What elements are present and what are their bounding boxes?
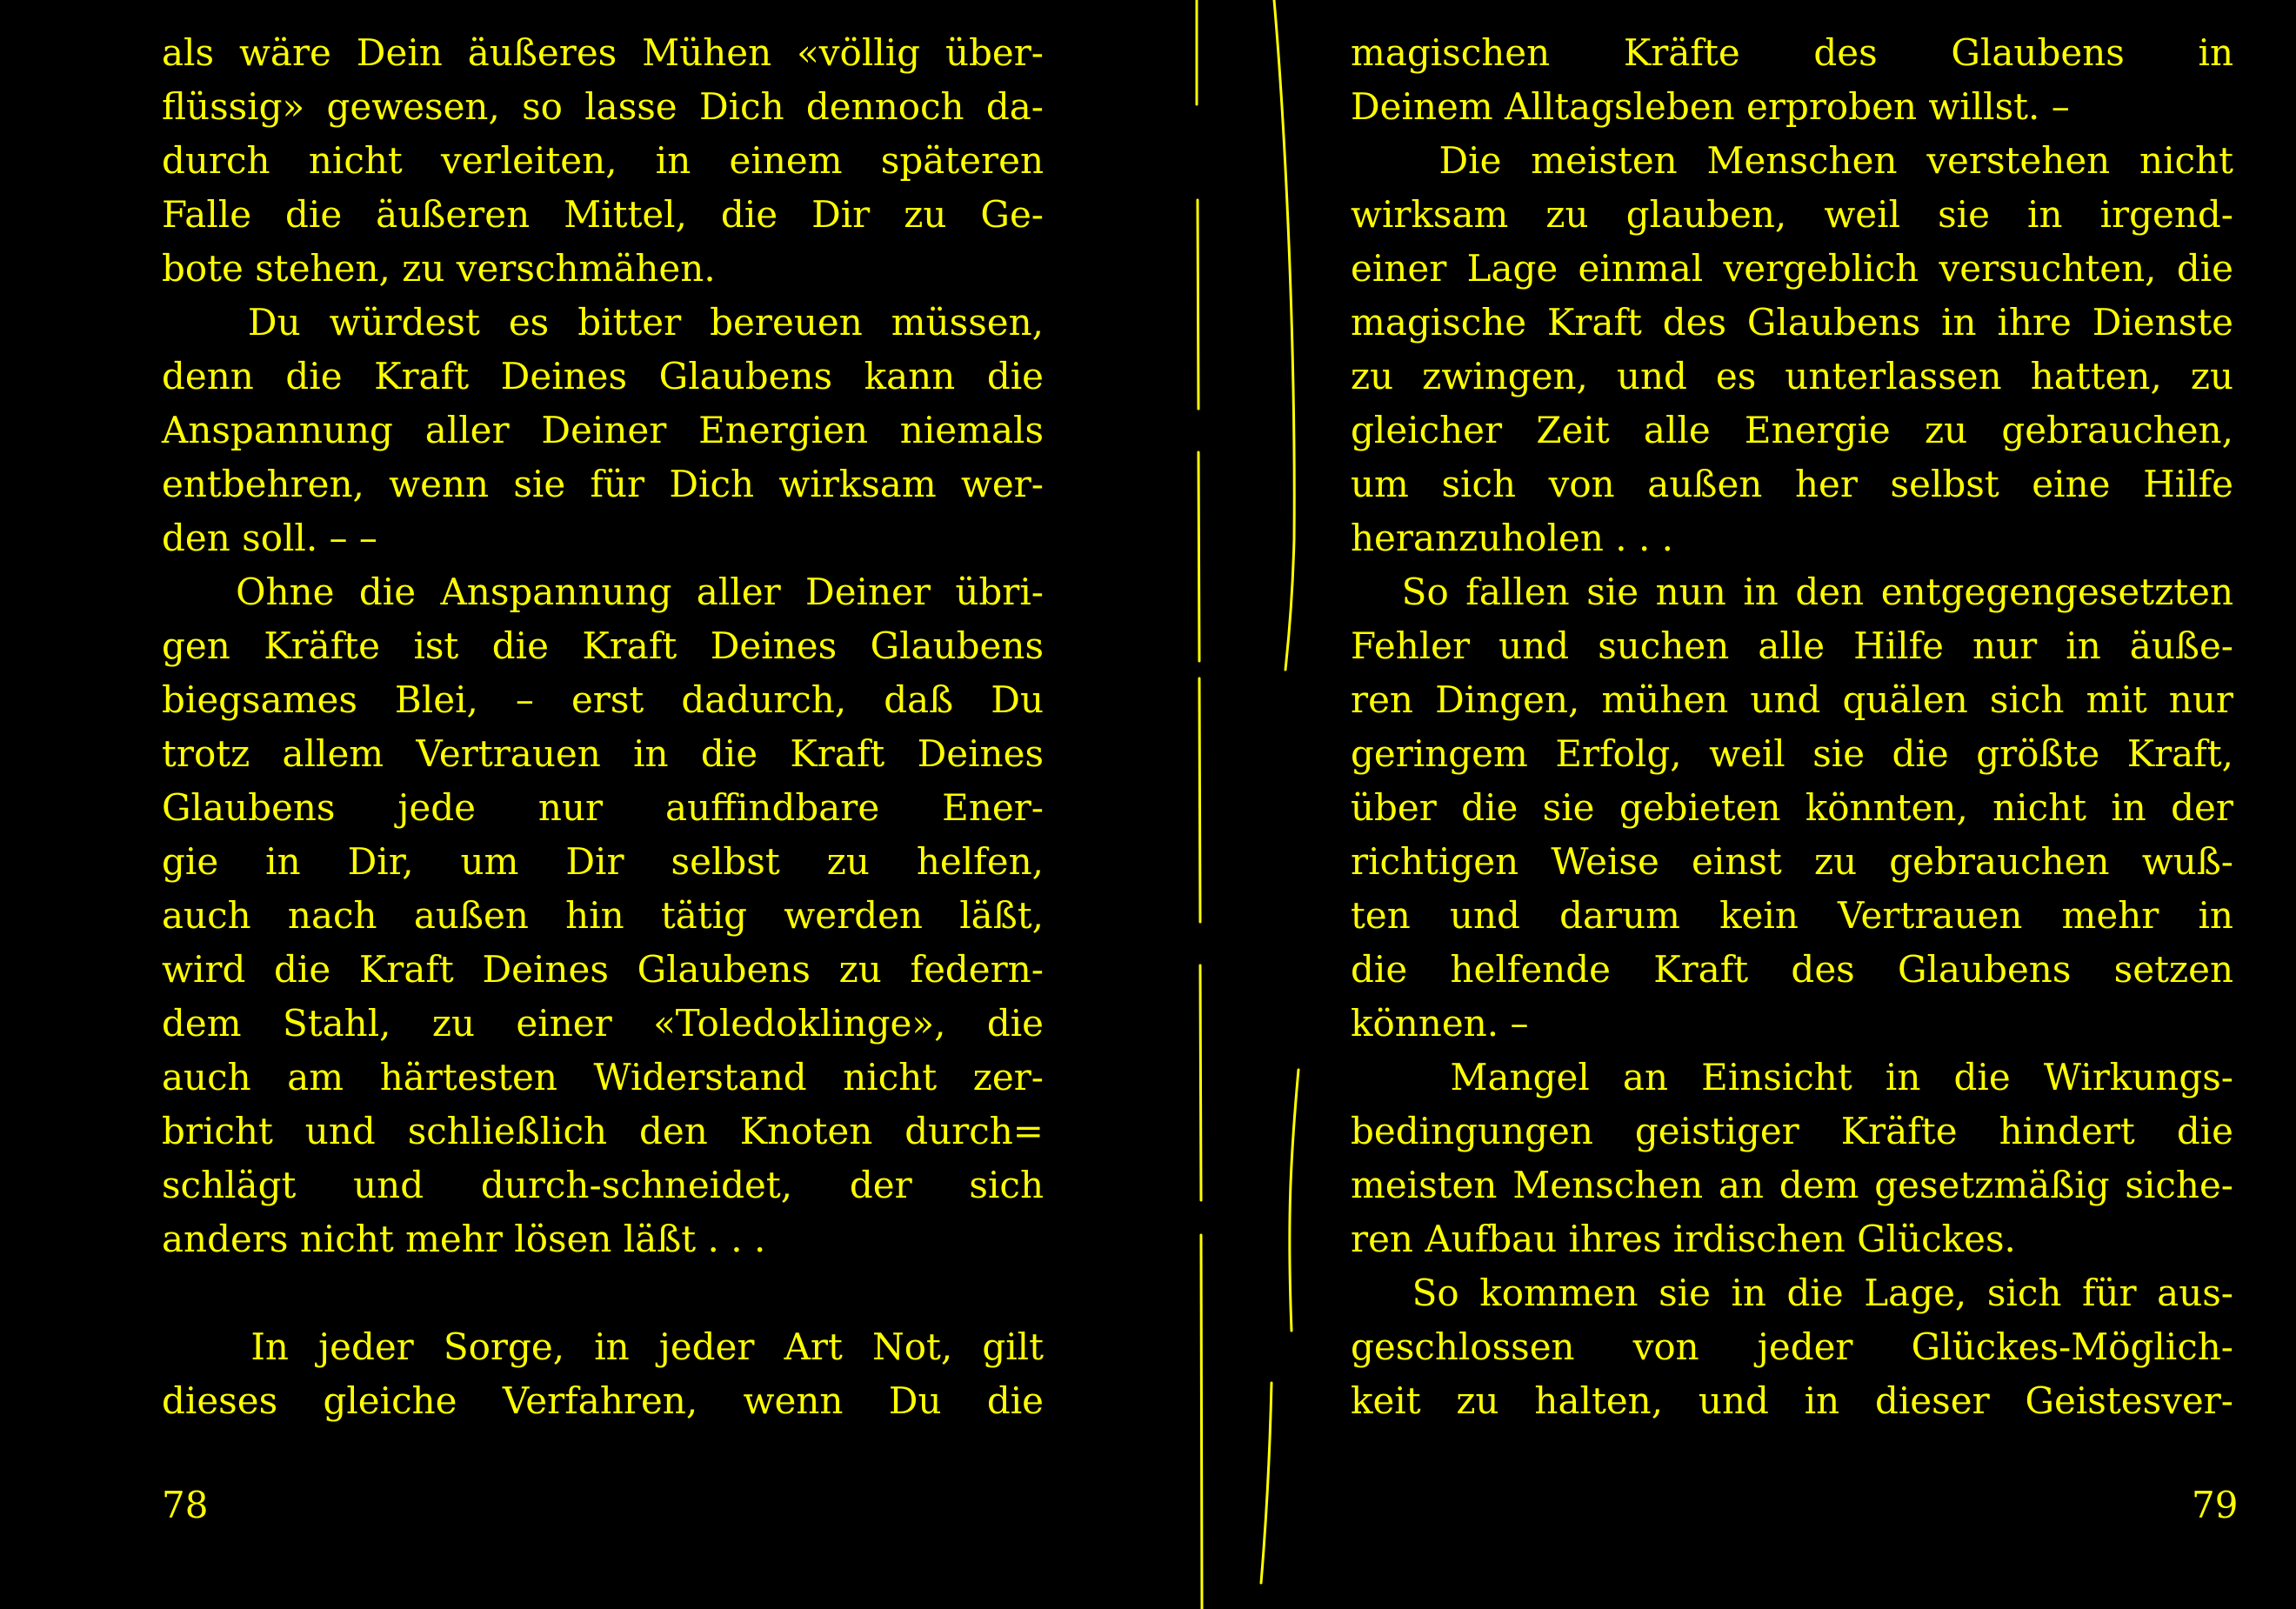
text-line: So kommen sie in die Lage, sich für aus- bbox=[1351, 1272, 2233, 1314]
text-line: dieses gleiche Verfahren, wenn Du die bbox=[162, 1379, 1044, 1422]
right-page bbox=[1218, 0, 2296, 1609]
text-line: durch nicht verleiten, in einem späteren bbox=[162, 139, 1044, 182]
text-line: ren Dingen, mühen und quälen sich mit nur bbox=[1351, 678, 2233, 721]
text-line: Ohne die Anspannung aller Deiner übri- bbox=[162, 571, 1044, 613]
text-line: magischen Kräfte des Glaubens in bbox=[1351, 31, 2233, 74]
text-line: geschlossen von jeder Glückes-Möglich- bbox=[1351, 1325, 2233, 1368]
text-line: wird die Kraft Deines Glaubens zu federn- bbox=[162, 948, 1044, 991]
text-line: über die sie gebieten könnten, nicht in der bbox=[1351, 786, 2233, 829]
text-line: Anspannung aller Deiner Energien niemals bbox=[162, 409, 1044, 451]
text-line: ren Aufbau ihres irdischen Glückes. bbox=[1351, 1218, 2016, 1260]
text-line: gen Kräfte ist die Kraft Deines Glaubens bbox=[162, 624, 1044, 667]
text-line: flüssig» gewesen, so lasse Dich dennoch da- bbox=[162, 85, 1044, 128]
text-line: Mangel an Einsicht in die Wirkungs- bbox=[1351, 1056, 2233, 1098]
text-line: können. – bbox=[1351, 1002, 1529, 1045]
text-line: auch nach außen hin tätig werden läßt, bbox=[162, 894, 1044, 937]
text-line: Du würdest es bitter bereuen müssen, bbox=[162, 301, 1044, 344]
text-line: richtigen Weise einst zu gebrauchen wuß- bbox=[1351, 840, 2233, 883]
text-line: bote stehen, zu verschmähen. bbox=[162, 247, 716, 290]
text-line: In jeder Sorge, in jeder Art Not, gilt bbox=[162, 1325, 1044, 1368]
text-line: Glaubens jede nur auffindbare Ener- bbox=[162, 786, 1044, 829]
text-line: Deinem Alltagsleben erproben willst. – bbox=[1351, 85, 2070, 128]
text-line: keit zu halten, und in dieser Geistesver- bbox=[1351, 1379, 2233, 1422]
text-line: magische Kraft des Glaubens in ihre Dienste bbox=[1351, 301, 2233, 344]
text-line: entbehren, wenn sie für Dich wirksam wer- bbox=[162, 463, 1044, 505]
text-line: ten und darum kein Vertrauen mehr in bbox=[1351, 894, 2233, 937]
text-line: die helfende Kraft des Glaubens setzen bbox=[1351, 948, 2233, 991]
text-line: Falle die äußeren Mittel, die Dir zu Ge- bbox=[162, 193, 1044, 236]
text-line: gie in Dir, um Dir selbst zu helfen, bbox=[162, 840, 1044, 883]
text-line: bedingungen geistiger Kräfte hindert die bbox=[1351, 1110, 2233, 1152]
text-line: heranzuholen . . . bbox=[1351, 517, 1674, 559]
text-line: auch am härtesten Widerstand nicht zer- bbox=[162, 1056, 1044, 1098]
text-line: gleicher Zeit alle Energie zu gebrauchen, bbox=[1351, 409, 2233, 451]
text-line: einer Lage einmal vergeblich versuchten, die bbox=[1351, 247, 2233, 290]
text-line: meisten Menschen an dem gesetzmäßig siche- bbox=[1351, 1164, 2233, 1206]
text-line: um sich von außen her selbst eine Hilfe bbox=[1351, 463, 2233, 505]
text-line: bricht und schließlich den Knoten durch= bbox=[162, 1110, 1044, 1152]
text-line: trotz allem Vertrauen in die Kraft Deines bbox=[162, 732, 1044, 775]
text-line: zu zwingen, und es unterlassen hatten, zu bbox=[1351, 355, 2233, 397]
text-line: Die meisten Menschen verstehen nicht bbox=[1351, 139, 2233, 182]
text-line: dem Stahl, zu einer «Toledoklinge», die bbox=[162, 1002, 1044, 1045]
text-line: den soll. – – bbox=[162, 517, 377, 559]
text-line: anders nicht mehr lösen läßt . . . bbox=[162, 1218, 766, 1260]
text-line: biegsames Blei, – erst dadurch, daß Du bbox=[162, 678, 1044, 721]
page-number: 79 bbox=[2192, 1484, 2239, 1526]
text-line: als wäre Dein äußeres Mühen «völlig über- bbox=[162, 31, 1044, 74]
text-line: wirksam zu glauben, weil sie in irgend- bbox=[1351, 193, 2233, 236]
text-line: schlägt und durch-schneidet, der sich bbox=[162, 1164, 1044, 1206]
page-number: 78 bbox=[162, 1484, 209, 1526]
text-line: Fehler und suchen alle Hilfe nur in äuße- bbox=[1351, 624, 2233, 667]
text-line: So fallen sie nun in den entgegengesetzten bbox=[1351, 571, 2233, 613]
text-line: denn die Kraft Deines Glaubens kann die bbox=[162, 355, 1044, 397]
text-line: geringem Erfolg, weil sie die größte Kraft, bbox=[1351, 732, 2233, 775]
